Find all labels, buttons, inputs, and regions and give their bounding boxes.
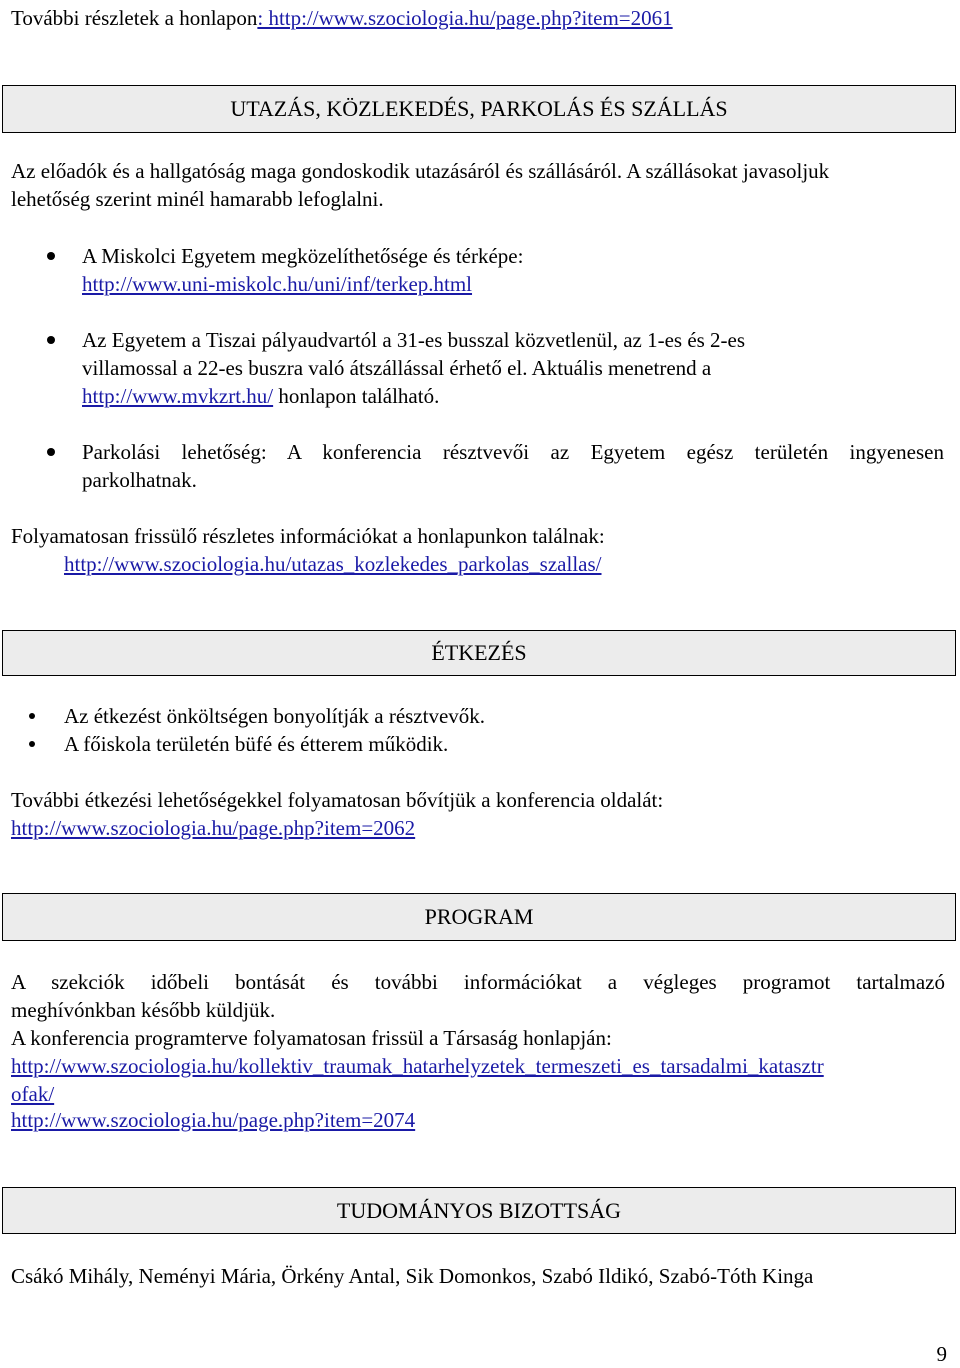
intro-text: További részletek a honlapon [11, 6, 258, 30]
committee-heading-text: TUDOMÁNYOS BIZOTTSÁG [336, 1198, 622, 1223]
travel-link[interactable]: http://www.szociologia.hu/utazas_kozlekedes_parkolas_szallas/ [64, 552, 602, 576]
bullet-icon [29, 741, 35, 747]
travel-bullet3-line2: parkolhatnak. [82, 468, 197, 492]
travel-bullet2-line2: villamossal a 22-es buszra való átszállással érhető el. Aktuális menetrend a [82, 356, 712, 380]
food-bullet2: A főiskola területén büfé és étterem működik. [64, 732, 449, 756]
travel-bullet2-line1: Az Egyetem a Tiszai pályaudvartól a 31-es busszal közvetlenül, az 1-es és 2-es [82, 328, 746, 352]
bullet-icon [47, 252, 55, 260]
bullet-icon [47, 336, 55, 344]
program-link1-line1[interactable]: http://www.szociologia.hu/kollektiv_traumak_hatarhelyzetek_termeszeti_es_tarsadalmi_katasztr [11, 1054, 824, 1078]
food-link[interactable]: http://www.szociologia.hu/page.php?item=2062 [11, 816, 416, 840]
travel-paragraph-line2: lehetőség szerint minél hamarabb lefoglalni. [11, 187, 384, 211]
page-number: 9 [936, 1342, 947, 1366]
travel-heading-text: UTAZÁS, KÖZLEKEDÉS, PARKOLÁS ÉS SZÁLLÁS [230, 96, 728, 121]
travel-bullet2-tail: honlapon található. [273, 384, 440, 408]
section-heading-travel [2, 85, 956, 133]
mvkzrt-link[interactable]: http://www.mvkzrt.hu/ [82, 384, 274, 408]
program-heading-text: PROGRAM [424, 904, 534, 929]
travel-bullet1-text: A Miskolci Egyetem megközelíthetősége és térképe: [82, 244, 524, 268]
bullet-icon [29, 713, 35, 719]
map-link[interactable]: http://www.uni-miskolc.hu/uni/inf/terkep.html [82, 272, 473, 296]
intro-link[interactable]: : http://www.szociologia.hu/page.php?item=2061 [257, 6, 673, 30]
food-bullet1: Az étkezést önköltségen bonyolítják a résztvevők. [64, 704, 486, 728]
section-heading-committee [2, 1187, 956, 1234]
program-paragraph-line1: A szekciók időbeli bontását és további információkat a végleges programot tartalmazó [11, 970, 945, 994]
section-heading-program [2, 893, 956, 941]
travel-bullet2-line3 [82, 382, 439, 410]
travel-paragraph-line1: Az előadók és a hallgatóság maga gondoskodik utazásáról és szállásáról. A szállásokat javasoljuk [11, 159, 830, 183]
travel-more-info: Folyamatosan frissülő részletes információkat a honlapunkon találnak: [11, 524, 605, 548]
committee-members: Csákó Mihály, Neményi Mária, Örkény Antal, Sik Domonkos, Szabó Ildikó, Szabó-Tóth Kinga [11, 1264, 814, 1288]
program-link2[interactable]: http://www.szociologia.hu/page.php?item=2074 [11, 1108, 416, 1132]
bullet-icon [47, 448, 55, 456]
travel-bullet3-line1: Parkolási lehetőség: A konferencia résztvevői az Egyetem egész területén ingyenesen [82, 440, 944, 464]
section-heading-food [2, 630, 956, 676]
intro-line [11, 4, 673, 32]
program-paragraph-line2: meghívónkban később küldjük. [11, 998, 276, 1022]
program-link1-line2[interactable]: ofak/ [11, 1082, 55, 1106]
food-paragraph: További étkezési lehetőségekkel folyamatosan bővítjük a konferencia oldalát: [11, 788, 664, 812]
program-paragraph2: A konferencia programterve folyamatosan frissül a Társaság honlapján: [11, 1026, 612, 1050]
food-heading-text: ÉTKEZÉS [431, 640, 527, 665]
